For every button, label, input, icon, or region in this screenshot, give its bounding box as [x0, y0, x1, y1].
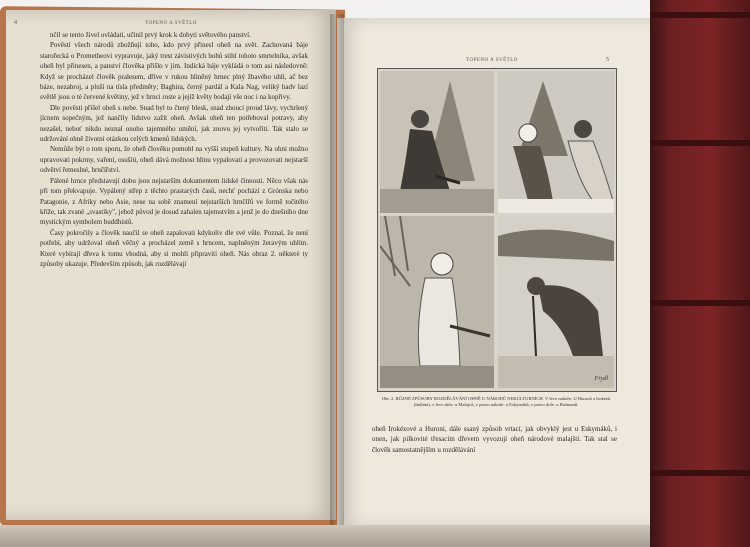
right-running-head: TOPENO A SVĚTLO — [466, 58, 518, 63]
book-gutter — [330, 14, 344, 528]
paragraph: oheň Irokézové a Huroni, dále ssaný způsob vrtací, jak obvyklý jest u Eskymáků, i onen, jak pilkovité třesacím dřevem vyvozují oheň národové malajští. Tak stal se člověk samostatnějším u rozdělávání — [372, 425, 617, 454]
spine-band — [650, 470, 750, 476]
hurons-drawing — [380, 71, 494, 213]
paragraph: nčil se tento živel ovládati, učinil prvý krok k dobytí světového panství. — [50, 31, 251, 39]
left-running-head: TOPENO A SVĚTLO — [145, 21, 197, 26]
paragraph: Pálené hrnce představují dobu jsou nejstarším dokumentem lidské činnosti. Něco však nás při tom překvapuje. Vypálený střep z těchto prastarých časů, nechť pochází z Grónska nebo Patagonie, z Afriky nebo Asie, nese na sobě znamení nejstarších hrnčířů ve formě točitého kříže, tak zvané „svastiky", jehož původ je dosud zahalen tajemstvím a jenž je do dnešního dne mystickým symbolem buddhistů. — [40, 176, 308, 227]
left-page-number: 4 — [14, 20, 17, 26]
right-page-number: 5 — [606, 57, 609, 63]
paragraph: Dle pověsti přišel oheň s nebe. Snad byl to čtený blesk, snad zhoucí proud lávy, vychrlený jícnem sopečným, jež nančily lidstvo zažít oheň. Avšak oheň ten potřeboval potravy, aby nezašel, neboť nikdo neznal onoho tajemného umění, jak znovu jej vytvořiti. Tak stalo se udržování ohně životní otázkou celých kmenů lidských. — [40, 103, 308, 144]
spine-band — [650, 140, 750, 146]
right-body-text — [372, 424, 617, 514]
paragraph: Časy pokročily a člověk naučil se oheň zapalovati kdykoliv dle své vůle. Poznal, že není potřebí, aby udržoval oheň věčný a procházel země s hrncem, naplněným žeravým uhlím. Které vybírají dřeva k tomu vhodná, aby si mohli připraviti oheň. Nás obraz 2. některé ty způsoby ukazuje. Především způsob, jak rozdělávají — [40, 228, 308, 268]
malays-drawing — [380, 216, 494, 388]
page-stack-edge — [0, 525, 650, 547]
paragraph: Nemůže být o tom sporu, že oheň člověku pomohl na vyšší stupeň kultury. Na ohni možno upravovati pokrmy, vaření, osušiti, oheň dává možnost hlinu vypalovati a provozovati nejstarší odvětví řemeslné, hrnčířství. — [40, 145, 308, 175]
left-body-text — [40, 30, 308, 514]
eskimos-drawing — [498, 71, 614, 213]
spine-band — [650, 12, 750, 18]
bushmen-drawing — [498, 216, 614, 388]
panel-bushmen — [498, 216, 614, 388]
spine-band — [650, 300, 750, 306]
panel-malays — [380, 216, 494, 388]
illustration-plate — [377, 68, 617, 392]
adjacent-book-spine — [650, 0, 750, 547]
artist-signature: Frydl — [594, 376, 608, 382]
figure-caption: Obr. 2. RŮZNÉ ZPŮSOBY ROZDĚLÁVÁNÍ OHNĚ U NÁRODŮ NEKULTURNÍCH. V levo nahoře: U Huronů a Irokézů (Indiáni), v levo dole: u Malajců, v pravo nahoře: u Eskymáků, v pravo dole: u Bušmanů. — [381, 396, 611, 407]
panel-hurons — [380, 71, 494, 213]
paragraph: Pověstí všech národů zbožňují toho, kdo prvý přinesl oheň na svět. Zachovaná báje starořecká o Prometheovi vypravuje, jaký trest závistivých bohů stihl tohoto smrtelníka, avšak oheň byl přinesen, a panství člověka přišlo v jim. Indická báje vykládá o tom asi následovně: Když se procházel člověk pralesem, dříve v rukou hliněný hrnec plný žhavého uhlí, ač bez báze, nezabroj, a pluší na tísla předměty; Baghira, černý pardál a Kala Nag, veliký hadv lazí světlě jsou o té červené květiny, jež v hrnci roste a jejíž květy bodají vše noc i na kopřivy. — [40, 41, 308, 102]
panel-eskimos — [498, 71, 614, 213]
